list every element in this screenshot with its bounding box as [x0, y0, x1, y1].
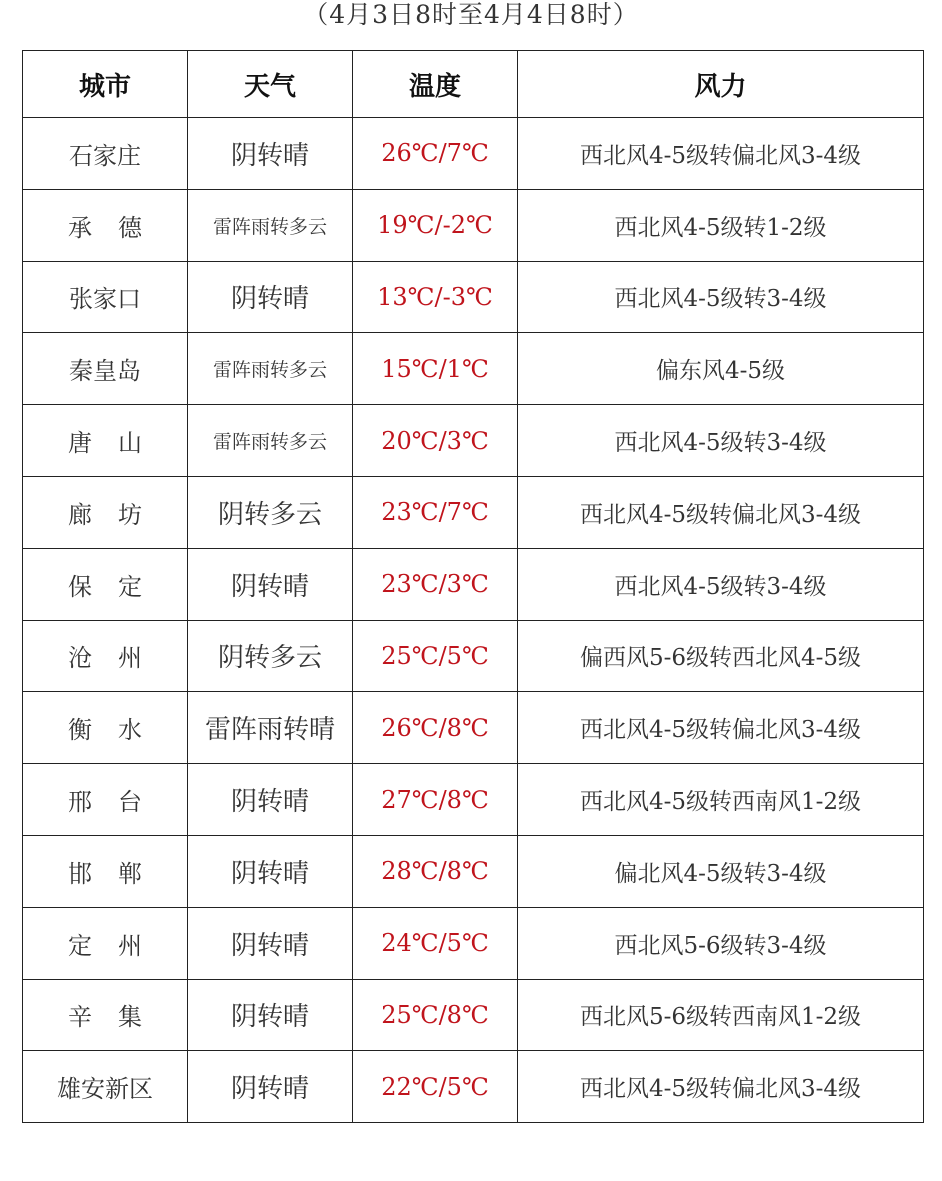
table-row — [23, 189, 924, 261]
temperature-cell — [353, 405, 518, 477]
table-row — [23, 764, 924, 836]
city-text: 雄安新区 — [57, 1075, 153, 1104]
temperature-cell — [353, 189, 518, 261]
wind-text: 西北风4-5级转3-4级 — [614, 430, 827, 457]
wind-text: 西北风4-5级转1-2级 — [614, 214, 827, 241]
temperature-text: 25℃/5℃ — [381, 641, 489, 670]
temperature-text: 13℃/-3℃ — [377, 282, 493, 311]
temperature-text: 25℃/8℃ — [381, 1000, 489, 1029]
wind-text: 偏东风4-5级 — [655, 358, 786, 385]
weather-text: 阴转晴 — [230, 571, 309, 602]
wind-text: 西北风4-5级转3-4级 — [614, 286, 827, 313]
temperature-cell — [353, 979, 518, 1051]
temperature-cell — [353, 333, 518, 405]
city-cell — [23, 979, 188, 1051]
table-row — [23, 405, 924, 477]
header-city: 城市 — [23, 51, 188, 118]
city-text: 辛集 — [68, 1003, 168, 1032]
temperature-cell — [353, 692, 518, 764]
temperature-text: 24℃/5℃ — [381, 929, 489, 958]
wind-cell — [518, 835, 924, 907]
wind-cell — [518, 189, 924, 261]
temperature-text: 22℃/5℃ — [381, 1072, 489, 1101]
temperature-cell — [353, 1051, 518, 1123]
header-weather: 天气 — [188, 51, 353, 118]
table-row — [23, 692, 924, 764]
wind-cell — [518, 548, 924, 620]
weather-cell — [188, 620, 353, 692]
city-cell — [23, 907, 188, 979]
temperature-cell — [353, 620, 518, 692]
wind-text: 偏西风5-6级转西北风4-5级 — [579, 645, 862, 672]
temperature-cell — [353, 907, 518, 979]
wind-cell — [518, 907, 924, 979]
weather-text: 雷阵雨转多云 — [212, 359, 327, 382]
wind-text: 西北风5-6级转3-4级 — [614, 932, 827, 959]
city-cell — [23, 1051, 188, 1123]
weather-text: 阴转晴 — [230, 140, 309, 171]
weather-cell — [188, 405, 353, 477]
city-text: 唐山 — [68, 429, 168, 458]
table-row — [23, 835, 924, 907]
weather-cell — [188, 118, 353, 190]
wind-cell — [518, 979, 924, 1051]
city-cell — [23, 189, 188, 261]
weather-text: 阴转晴 — [230, 930, 309, 961]
weather-text: 阴转晴 — [230, 858, 309, 889]
temperature-cell — [353, 835, 518, 907]
table-row — [23, 1051, 924, 1123]
wind-text: 西北风4-5级转西南风1-2级 — [579, 789, 862, 816]
temperature-cell — [353, 261, 518, 333]
city-cell — [23, 548, 188, 620]
weather-cell — [188, 189, 353, 261]
temperature-cell — [353, 476, 518, 548]
weather-cell — [188, 333, 353, 405]
weather-cell — [188, 907, 353, 979]
table-row — [23, 476, 924, 548]
temperature-text: 23℃/7℃ — [381, 498, 489, 527]
city-text: 承德 — [68, 213, 168, 242]
header-wind: 风力 — [518, 51, 924, 118]
temperature-cell — [353, 548, 518, 620]
weather-text: 阴转多云 — [217, 499, 322, 530]
table-row — [23, 333, 924, 405]
table-row — [23, 261, 924, 333]
weather-text: 阴转晴 — [230, 787, 309, 818]
city-cell — [23, 835, 188, 907]
wind-cell — [518, 620, 924, 692]
weather-cell — [188, 835, 353, 907]
temperature-text: 27℃/8℃ — [381, 785, 489, 814]
weather-text: 阴转晴 — [230, 1074, 309, 1105]
table-row — [23, 979, 924, 1051]
table-row — [23, 548, 924, 620]
wind-cell — [518, 118, 924, 190]
city-cell — [23, 620, 188, 692]
weather-cell — [188, 979, 353, 1051]
forecast-period-subtitle: （4月3日8时至4月4日8时） — [303, 0, 639, 29]
weather-cell — [188, 764, 353, 836]
weather-text: 雷阵雨转多云 — [212, 431, 327, 454]
city-cell — [23, 476, 188, 548]
temperature-text: 23℃/3℃ — [381, 570, 489, 599]
city-cell — [23, 405, 188, 477]
wind-text: 西北风4-5级转偏北风3-4级 — [579, 1076, 862, 1103]
city-text: 衡水 — [68, 716, 168, 745]
weather-cell — [188, 692, 353, 764]
wind-text: 西北风4-5级转偏北风3-4级 — [579, 717, 862, 744]
wind-cell — [518, 476, 924, 548]
header-temperature: 温度 — [353, 51, 518, 118]
wind-cell — [518, 333, 924, 405]
city-text: 张家口 — [69, 285, 141, 314]
table-header-row — [23, 51, 924, 118]
wind-text: 偏北风4-5级转3-4级 — [614, 860, 827, 887]
wind-cell — [518, 261, 924, 333]
city-text: 保定 — [68, 572, 168, 601]
wind-text: 西北风4-5级转偏北风3-4级 — [579, 501, 862, 528]
weather-cell — [188, 476, 353, 548]
weather-text: 阴转晴 — [230, 1002, 309, 1033]
weather-cell — [188, 261, 353, 333]
city-cell — [23, 118, 188, 190]
city-text: 廊坊 — [68, 500, 168, 529]
wind-cell — [518, 405, 924, 477]
city-text: 沧州 — [68, 644, 168, 673]
temperature-text: 15℃/1℃ — [381, 354, 489, 383]
wind-cell — [518, 1051, 924, 1123]
city-text: 石家庄 — [69, 141, 141, 170]
table-body — [23, 118, 924, 1123]
wind-text: 西北风5-6级转西南风1-2级 — [579, 1004, 862, 1031]
weather-cell — [188, 548, 353, 620]
city-cell — [23, 692, 188, 764]
city-cell — [23, 261, 188, 333]
wind-text: 西北风4-5级转偏北风3-4级 — [579, 142, 862, 169]
table-row — [23, 907, 924, 979]
wind-cell — [518, 692, 924, 764]
city-cell — [23, 333, 188, 405]
table-row — [23, 620, 924, 692]
city-text: 邢台 — [68, 788, 168, 817]
weather-text: 雷阵雨转晴 — [204, 715, 335, 746]
weather-text: 雷阵雨转多云 — [212, 215, 327, 238]
weather-text: 阴转晴 — [230, 284, 309, 315]
temperature-text: 19℃/-2℃ — [377, 211, 493, 240]
table-row — [23, 118, 924, 190]
temperature-text: 20℃/3℃ — [381, 426, 489, 455]
city-cell — [23, 764, 188, 836]
wind-cell — [518, 764, 924, 836]
city-text: 邯郸 — [68, 859, 168, 888]
weather-cell — [188, 1051, 353, 1123]
temperature-text: 26℃/7℃ — [381, 139, 489, 168]
temperature-text: 26℃/8℃ — [381, 713, 489, 742]
temperature-cell — [353, 764, 518, 836]
city-text: 定州 — [68, 931, 168, 960]
temperature-cell — [353, 118, 518, 190]
temperature-text: 28℃/8℃ — [381, 857, 489, 886]
weather-text: 阴转多云 — [217, 643, 322, 674]
city-text: 秦皇岛 — [69, 357, 141, 386]
weather-forecast-table — [22, 50, 924, 1123]
wind-text: 西北风4-5级转3-4级 — [614, 573, 827, 600]
